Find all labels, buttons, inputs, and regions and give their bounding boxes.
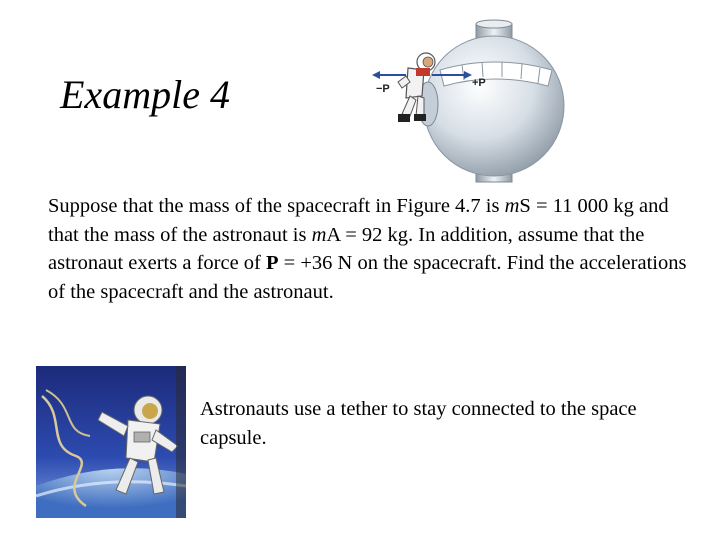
mass-a-symbol: m xyxy=(311,223,327,246)
astronaut-tether-photo xyxy=(36,366,186,518)
photo-caption: Astronauts use a tether to stay connected to the space capsule. xyxy=(200,398,637,449)
spacecraft-sphere xyxy=(424,36,564,176)
problem-text-4: = +36 N on the spacecraft. Find the accelerations of the spacecraft and the astronaut. xyxy=(48,252,687,303)
force-label-positive: +P xyxy=(472,77,486,89)
mass-s-symbol: m xyxy=(504,195,520,217)
slide-title: Example 4 xyxy=(60,72,230,117)
problem-text-3: A = 92 kg. In addition, assume that the astronaut exerts a force of xyxy=(48,223,645,274)
problem-statement xyxy=(48,192,688,306)
force-label-negative: −P xyxy=(376,83,390,95)
spacecraft-astronaut-figure xyxy=(362,18,572,188)
problem-text-1: Suppose that the mass of the spacecraft in Figure 4.7 is xyxy=(48,195,505,217)
problem-text-2: S = 11 000 kg and that the mass of the astronaut is xyxy=(48,195,669,246)
force-symbol: P xyxy=(266,252,279,274)
